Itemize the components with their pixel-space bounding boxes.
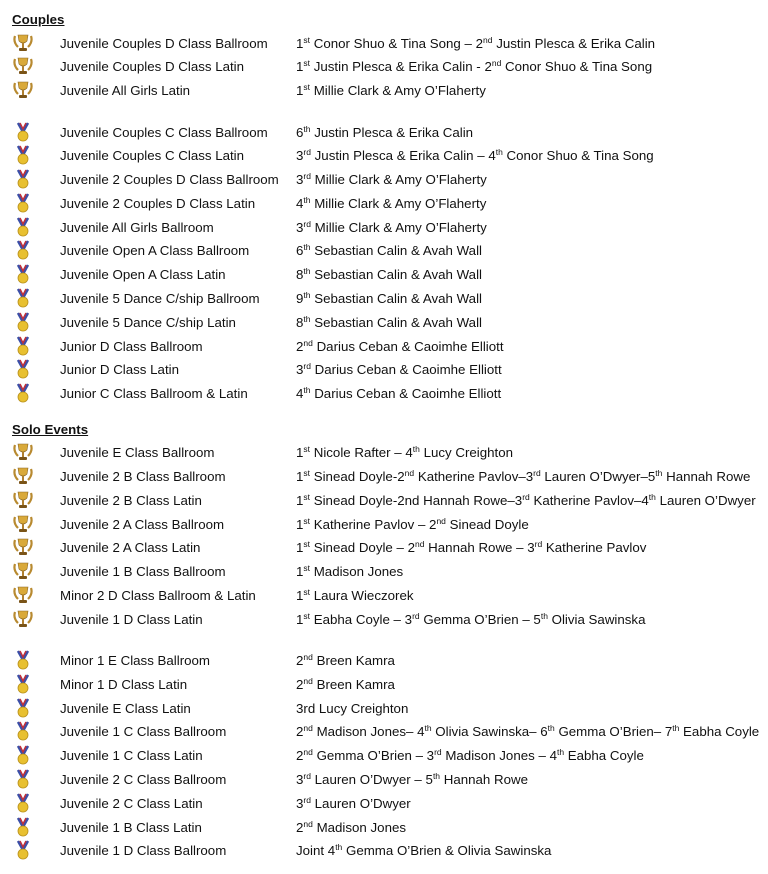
result-row [0, 83, 768, 107]
placement-result: 9th Sebastian Calin & Avah Wall [296, 290, 482, 306]
placement-result: 8th Sebastian Calin & Avah Wall [296, 314, 482, 330]
result-row [0, 701, 768, 725]
placement-result: 3rd Justin Plesca & Erika Calin – 4th Conor Shuo & Tina Song [296, 147, 654, 163]
result-row [0, 677, 768, 701]
placement-result: 3rd Millie Clark & Amy O’Flaherty [296, 171, 487, 187]
event-name: Junior D Class Latin [60, 362, 179, 377]
medal-icon [12, 216, 34, 238]
result-row [0, 724, 768, 748]
event-name: Juvenile 1 D Class Ballroom [60, 843, 227, 858]
result-row [0, 125, 768, 149]
placement-result: 6th Justin Plesca & Erika Calin [296, 124, 474, 140]
placement-result: 1st Conor Shuo & Tina Song – 2nd Justin Plesca & Erika Calin [296, 35, 656, 51]
placement-result: 1st Sinead Doyle – 2nd Hannah Rowe – 3rd Katherine Pavlov [296, 539, 647, 555]
medal-icon [12, 121, 34, 143]
trophy-icon [12, 32, 34, 54]
result-row [0, 220, 768, 244]
medal-icon [12, 335, 34, 357]
result-row [0, 469, 768, 493]
placement-result: 2nd Gemma O’Brien – 3rd Madison Jones – 4th Eabha Coyle [296, 747, 644, 763]
placement-result: 2nd Madison Jones– 4th Olivia Sawinska– 6th Gemma O’Brien– 7th Eabha Coyle [296, 723, 760, 739]
medal-icon [12, 263, 34, 285]
event-name: Juvenile 1 C Class Ballroom [60, 724, 227, 739]
trophy-icon [12, 536, 34, 558]
medal-icon [12, 792, 34, 814]
medal-icon [12, 816, 34, 838]
event-name: Juvenile 2 A Class Latin [60, 540, 201, 555]
result-row [0, 517, 768, 541]
trophy-icon [12, 513, 34, 535]
result-row [0, 267, 768, 291]
medal-icon [12, 720, 34, 742]
trophy-icon [12, 584, 34, 606]
trophy-icon [12, 489, 34, 511]
placement-result: 3rd Lauren O’Dwyer – 5th Hannah Rowe [296, 771, 528, 787]
placement-result: 1st Katherine Pavlov – 2nd Sinead Doyle [296, 516, 529, 532]
event-name: Juvenile E Class Latin [60, 701, 191, 716]
event-name: Minor 1 E Class Ballroom [60, 653, 211, 668]
event-name: Juvenile All Girls Ballroom [60, 220, 214, 235]
placement-result: 4th Millie Clark & Amy O’Flaherty [296, 195, 487, 211]
event-name: Juvenile 2 C Class Ballroom [60, 772, 227, 787]
result-row [0, 36, 768, 60]
event-name: Juvenile 1 B Class Latin [60, 820, 202, 835]
result-row [0, 748, 768, 772]
placement-result: 2nd Breen Kamra [296, 652, 395, 668]
placement-result: 1st Nicole Rafter – 4th Lucy Creighton [296, 444, 514, 460]
placement-result: 3rd Lucy Creighton [296, 701, 409, 716]
event-name: Juvenile 2 Couples D Class Ballroom [60, 172, 279, 187]
result-row [0, 564, 768, 588]
trophy-icon [12, 465, 34, 487]
medal-icon [12, 839, 34, 861]
event-name: Minor 2 D Class Ballroom & Latin [60, 588, 256, 603]
result-row [0, 772, 768, 796]
medal-icon [12, 744, 34, 766]
event-name: Juvenile 2 Couples D Class Latin [60, 196, 256, 211]
result-row [0, 612, 768, 636]
medal-icon [12, 192, 34, 214]
event-name: Juvenile 1 B Class Ballroom [60, 564, 226, 579]
placement-result: 1st Eabha Coyle – 3rd Gemma O’Brien – 5th Olivia Sawinska [296, 611, 646, 627]
result-row [0, 243, 768, 267]
event-name: Juvenile E Class Ballroom [60, 445, 215, 460]
trophy-icon [12, 608, 34, 630]
trophy-icon [12, 55, 34, 77]
medal-icon [12, 287, 34, 309]
trophy-icon [12, 560, 34, 582]
result-row [0, 339, 768, 363]
event-name: Juvenile 1 C Class Latin [60, 748, 203, 763]
result-row [0, 493, 768, 517]
result-row [0, 291, 768, 315]
section-title: Solo Events [12, 422, 89, 437]
placement-result: 8th Sebastian Calin & Avah Wall [296, 266, 482, 282]
event-name: Juvenile Couples D Class Latin [60, 59, 245, 74]
event-name: Juvenile Open A Class Latin [60, 267, 226, 282]
medal-icon [12, 239, 34, 261]
placement-result: 6th Sebastian Calin & Avah Wall [296, 242, 482, 258]
placement-result: 1st Sinead Doyle-2nd Hannah Rowe–3rd Katherine Pavlov–4th Lauren O’Dwyer [296, 492, 756, 508]
event-name: Juvenile 2 B Class Latin [60, 493, 202, 508]
event-name: Junior D Class Ballroom [60, 339, 203, 354]
result-row [0, 196, 768, 220]
medal-icon [12, 697, 34, 719]
placement-result: 2nd Madison Jones [296, 819, 407, 835]
result-row [0, 653, 768, 677]
placement-result: 3rd Millie Clark & Amy O’Flaherty [296, 219, 487, 235]
result-row [0, 362, 768, 386]
event-name: Juvenile Couples C Class Latin [60, 148, 245, 163]
event-name: Juvenile 1 D Class Latin [60, 612, 203, 627]
event-name: Juvenile All Girls Latin [60, 83, 191, 98]
result-row [0, 540, 768, 564]
result-row [0, 315, 768, 339]
result-row [0, 843, 768, 867]
medal-icon [12, 673, 34, 695]
placement-result: 3rd Darius Ceban & Caoimhe Elliott [296, 361, 502, 377]
event-name: Juvenile 2 B Class Ballroom [60, 469, 226, 484]
event-name: Juvenile 2 A Class Ballroom [60, 517, 225, 532]
medal-icon [12, 168, 34, 190]
placement-result: 4th Darius Ceban & Caoimhe Elliott [296, 385, 502, 401]
result-row [0, 59, 768, 83]
event-name: Juvenile 2 C Class Latin [60, 796, 203, 811]
placement-result: Joint 4th Gemma O’Brien & Olivia Sawinska [296, 842, 552, 858]
medal-icon [12, 144, 34, 166]
placement-result: 1st Sinead Doyle-2nd Katherine Pavlov–3rd Lauren O’Dwyer–5th Hannah Rowe [296, 468, 751, 484]
placement-result: 1st Justin Plesca & Erika Calin - 2nd Conor Shuo & Tina Song [296, 58, 653, 74]
result-row [0, 172, 768, 196]
event-name: Juvenile 5 Dance C/ship Ballroom [60, 291, 260, 306]
trophy-icon [12, 79, 34, 101]
placement-result: 1st Laura Wieczorek [296, 587, 414, 603]
event-name: Juvenile 5 Dance C/ship Latin [60, 315, 236, 330]
event-name: Juvenile Couples C Class Ballroom [60, 125, 268, 140]
event-name: Minor 1 D Class Latin [60, 677, 188, 692]
result-row [0, 148, 768, 172]
placement-result: 2nd Breen Kamra [296, 676, 395, 692]
result-row [0, 588, 768, 612]
placement-result: 2nd Darius Ceban & Caoimhe Elliott [296, 338, 504, 354]
medal-icon [12, 649, 34, 671]
medal-icon [12, 768, 34, 790]
event-name: Junior C Class Ballroom & Latin [60, 386, 248, 401]
result-row [0, 820, 768, 844]
medal-icon [12, 311, 34, 333]
placement-result: 1st Madison Jones [296, 563, 404, 579]
result-row [0, 796, 768, 820]
section-title: Couples [12, 12, 65, 27]
medal-icon [12, 358, 34, 380]
placement-result: 3rd Lauren O’Dwyer [296, 795, 411, 811]
result-row [0, 386, 768, 410]
placement-result: 1st Millie Clark & Amy O’Flaherty [296, 82, 486, 98]
medal-icon [12, 382, 34, 404]
result-row [0, 445, 768, 469]
event-name: Juvenile Couples D Class Ballroom [60, 36, 268, 51]
trophy-icon [12, 441, 34, 463]
event-name: Juvenile Open A Class Ballroom [60, 243, 250, 258]
